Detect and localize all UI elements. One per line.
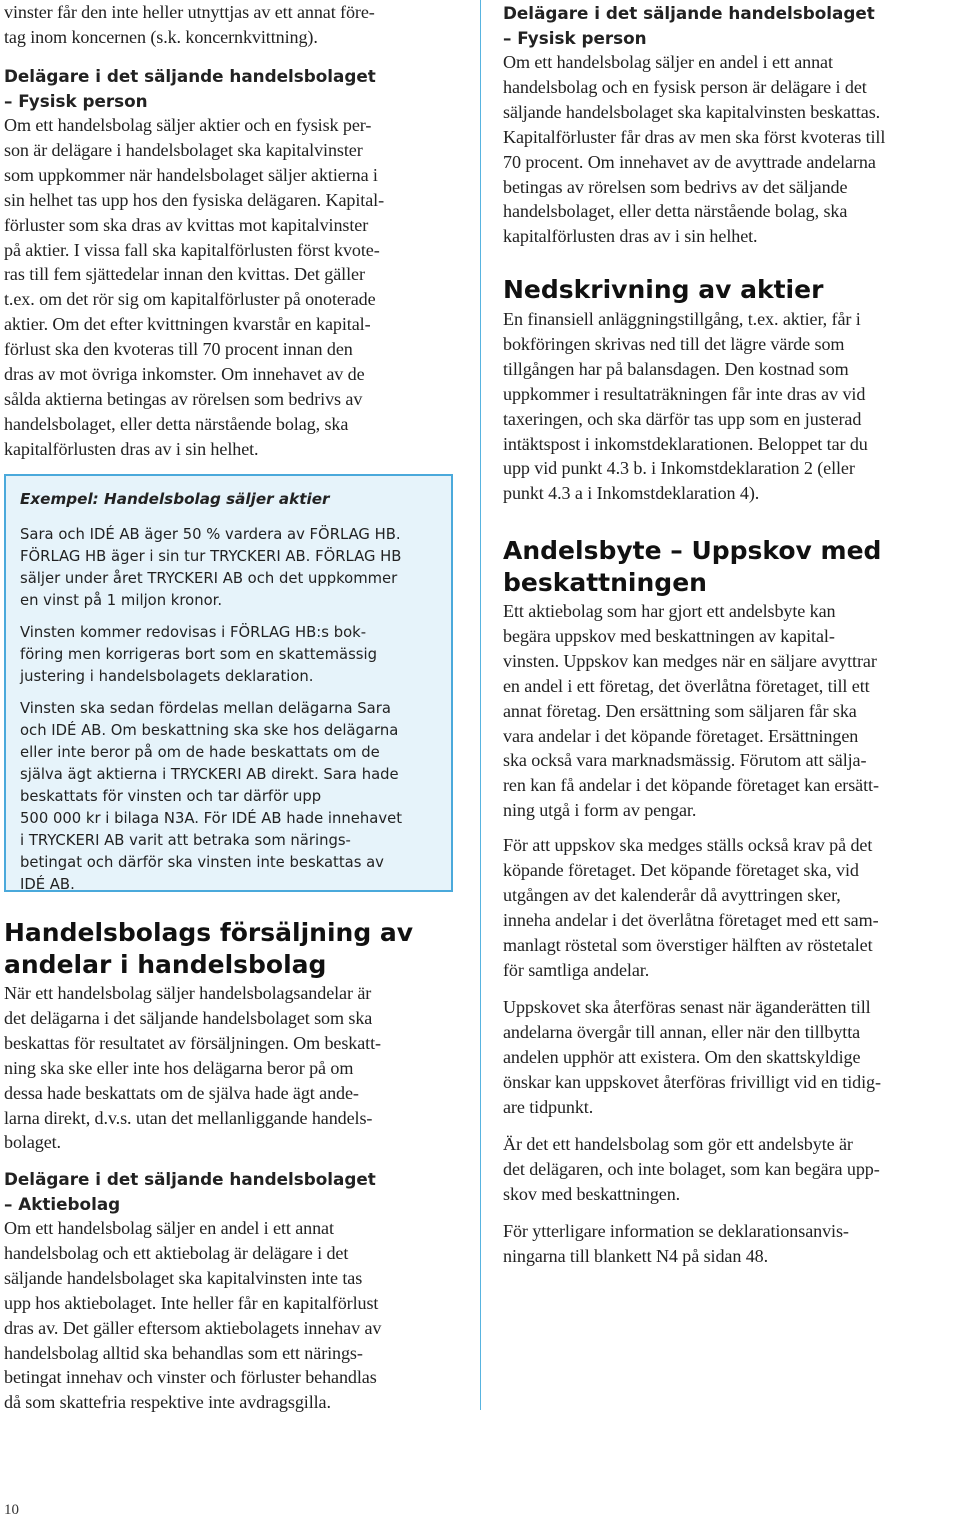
column-divider — [480, 0, 481, 1410]
paragraph-further-info: För ytterligare information se deklarationsanvis- ningarna till blankett N4 på sidan 48. — [503, 1221, 849, 1266]
right-subheading-fysisk-person: Delägare i det säljande handelsbolaget – Fysisk person — [503, 3, 875, 48]
heading-andelsbyte: Andelsbyte – Uppskov med beskattningen — [503, 536, 882, 597]
example-title: Exempel: Handelsbolag säljer aktier — [20, 490, 330, 508]
heading-nedskrivning: Nedskrivning av aktier — [503, 275, 824, 304]
subheading-aktiebolag: Delägare i det säljande handelsbolaget – Aktiebolag — [4, 1169, 376, 1214]
right-paragraph-fysisk-person: Om ett handelsbolag säljer en andel i ett annat handelsbolag och en fysisk person är delägare i det säljande handelsbolaget ska kapitalvinsten beskattas. Kapitalförluster får dras av men ska först kvoteras till 70 procent. Om innehavet av de avyttrade andelarna betingas av rörelsen som bedrivs av det säljande handelsbolaget, eller detta närstående bolag, ska kapitalförlusten dras av i sin helhet. — [503, 52, 886, 247]
heading-handelsbolags-forsaljning: Handelsbolags försäljning av andelar i handelsbolag — [4, 918, 414, 979]
example-paragraph-1: Sara och IDÉ AB äger 50 % vardera av FÖRLAG HB. FÖRLAG HB äger i sin tur TRYCKERI AB. FÖRLAG HB säljer under året TRYCKERI AB och det uppkommer en vinst på 1 miljon kronor. — [20, 526, 402, 609]
paragraph-andelsbyte-1: Ett aktiebolag som har gjort ett andelsbyte kan begära uppskov med beskattningen av kapital- vinsten. Uppskov kan medges när en säljare avyttrar en andel i ett företag, det överlåtna företaget, till ett annat företag. Den ersättning som säljaren får ska vara andelar i det köpande företaget. Ersättningen ska också vara marknadsmässig. Förutom att sälja- ren kan få andelar i det köpande företaget kan ersätt- ning utgå i form av pengar. — [503, 601, 879, 821]
paragraph-andelsbyte-4: Är det ett handelsbolag som gör ett andelsbyte är det delägaren, och inte bolaget, som kan begära upp- skov med beskattningen. — [503, 1134, 880, 1204]
subheading-fysisk-person: Delägare i det säljande handelsbolaget – Fysisk person — [4, 66, 376, 111]
paragraph-aktiebolag: Om ett handelsbolag säljer en andel i ett annat handelsbolag och ett aktiebolag är delägare i det säljande handelsbolaget ska kapitalvinsten inte tas upp hos aktiebolaget. Inte heller får en kapitalförlust dras av. Det gäller eftersom aktiebolagets innehav av handelsbolag alltid ska behandlas som ett närings- betingat innehav och vinster och förluster behandlas då som skattefria respektive inte avdragsgilla. — [4, 1218, 382, 1413]
paragraph-fysisk-person: Om ett handelsbolag säljer aktier och en fysisk per- son är delägare i handelsbolaget ska kapitalvinster som uppkommer när handelsbolaget säljer aktierna i sin helhet tas upp hos den fysiska delägaren. Kapital- förluster som ska dras av kvittas mot kapitalvinster på aktier. I vissa fall ska kapitalförlusten först kvote- ras till fem sjättedelar innan den kvittas. Det gäller t.ex. om det rör sig om kapitalförluster på onoterade aktier. Om det efter kvittningen kvarstår en kapital- förlust ska den kvoteras till 70 procent innan den dras av mot övriga inkomster. Om innehavet av de sålda aktierna betingas av rörelsen som bedrivs av handelsbolaget, eller detta närstående bolag, ska kapitalförlusten dras av i sin helhet. — [4, 115, 384, 459]
paragraph-nedskrivning: En finansiell anläggningstillgång, t.ex. aktier, får i bokföringen skrivas ned till det lägre värde som tillgången har på balansdagen. Den kostnad som uppkommer i resultaträkningen får inte dras av vid taxeringen, och ska därför tas upp som en justerad intäktspost i inkomstdeklarationen. Beloppet tar du upp vid punkt 4.3 b. i Inkomstdeklaration 2 (eller punkt 4.3 a i Inkomstdeklaration 4). — [503, 309, 868, 504]
example-paragraph-3: Vinsten ska sedan fördelas mellan delägarna Sara och IDÉ AB. Om beskattning ska ske hos delägarna eller inte beror på om de hade beskattats om de själva ägt aktierna i TRYCKERI AB direkt. Sara hade beskattats för vinsten och tar därför upp 500 000 kr i bilaga N3A. För IDÉ AB hade innehavet i TRYCKERI AB varit att betraka som närings- betingat och därför ska vinsten inte beskattas av IDÉ AB. — [20, 700, 402, 893]
intro-paragraph: vinster får den inte heller utnyttjas av ett annat före- tag inom koncernen (s.k. koncernkvittning). — [4, 2, 375, 47]
paragraph-andelsbyte-3: Uppskovet ska återföras senast när äganderätten till andelarna övergår till annan, eller när den tillbytta andelen upphör att existera. Om den skattskyldige önskar kan uppskovet återföras frivilligt vid en tidig- are tidpunkt. — [503, 997, 881, 1117]
example-box — [4, 474, 453, 892]
paragraph-handelsbolags-forsaljning: När ett handelsbolag säljer handelsbolagsandelar är det delägarna i det säljande handelsbolaget som ska beskattas för resultatet av försäljningen. Om beskatt- ning ska ske eller inte hos delägarna beror på om dessa hade beskattats om de själva hade ägt ande- larna direkt, d.v.s. utan det mellanliggande handels- bolaget. — [4, 983, 381, 1153]
page-number: 10 — [4, 1502, 19, 1518]
paragraph-andelsbyte-2: För att uppskov ska medges ställs också krav på det köpande företaget. Det köpande företaget ska, vid utgången av det kalenderår då avyttringen sker, inneha andelar i det överlåtna företaget med ett sam- manlagt röstetal som överstiger hälften av röstetalet för samtliga andelar. — [503, 835, 879, 980]
example-paragraph-2: Vinsten kommer redovisas i FÖRLAG HB:s bok- föring men korrigeras bort som en skattemässig justering i handelsbolagets deklaration. — [20, 624, 377, 685]
